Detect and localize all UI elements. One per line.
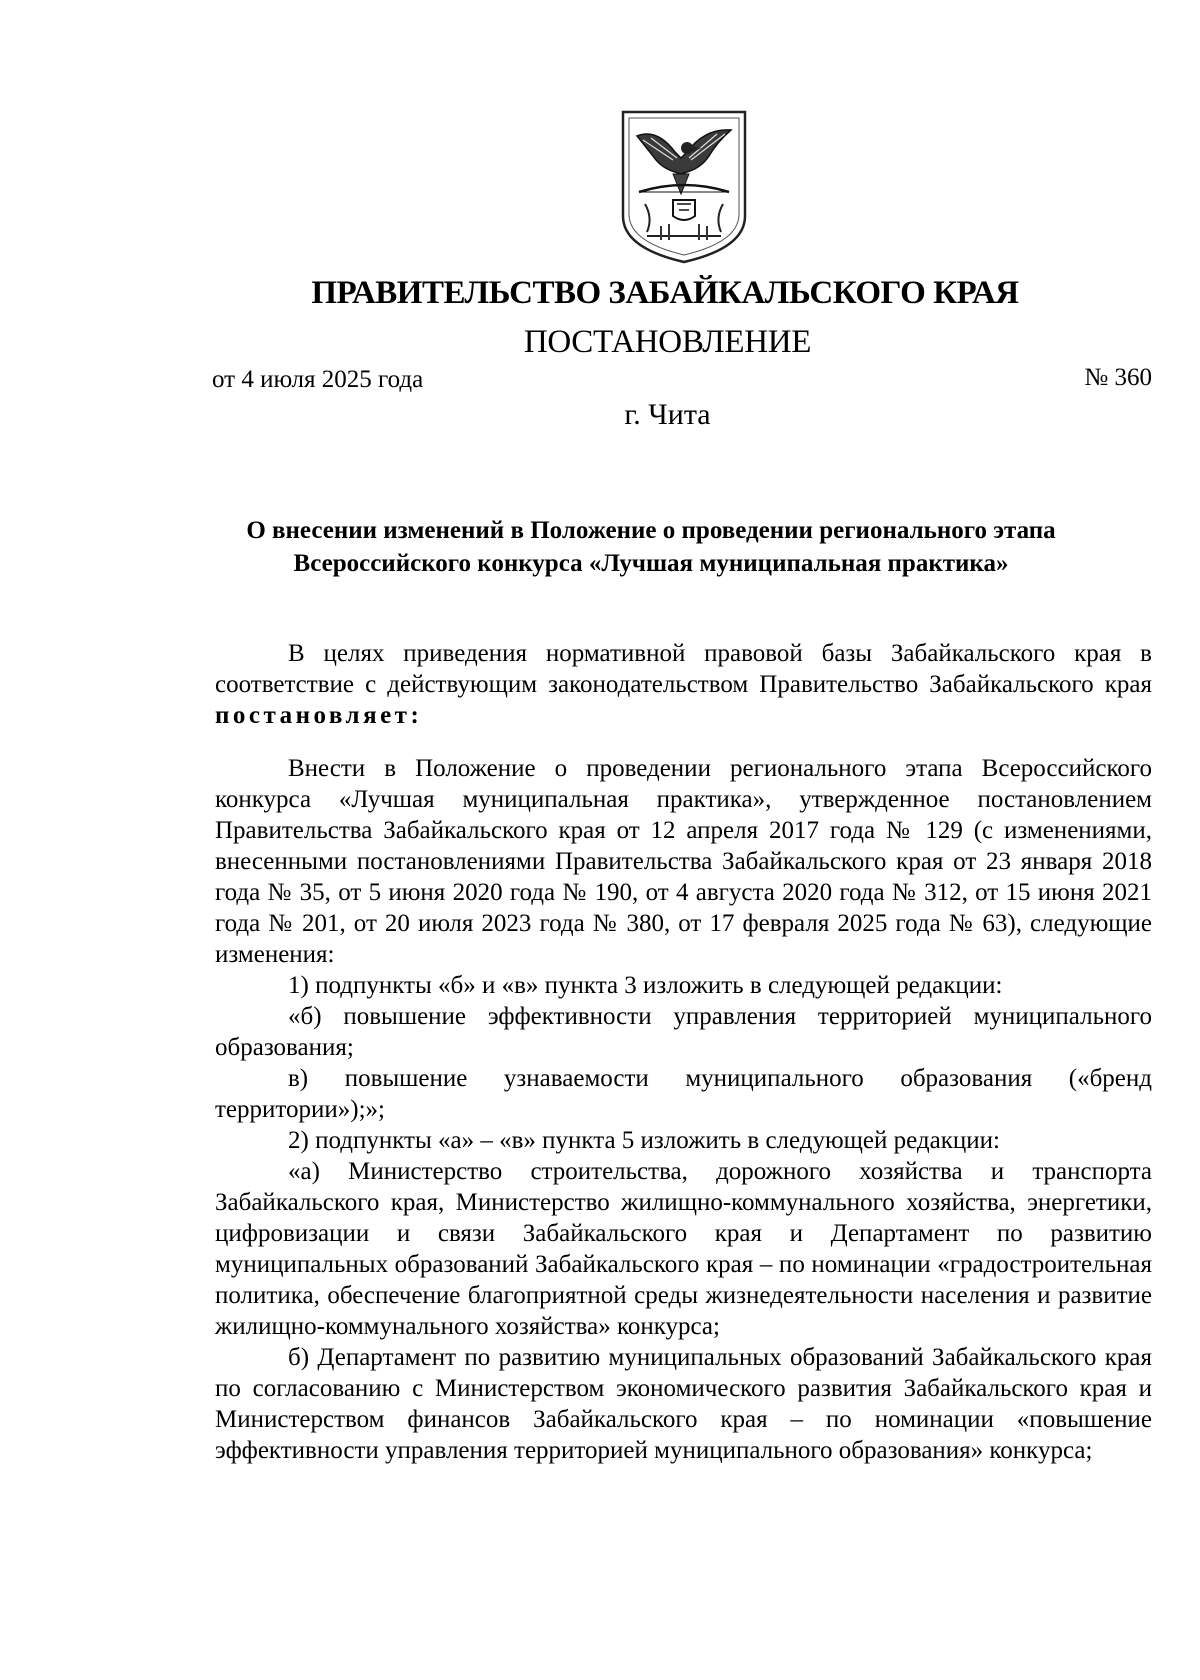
document-type: ПОСТАНОВЛЕНИЕ [523, 324, 812, 360]
subject-line-1: О внесении изменений в Положение о проведении регионального этапа [246, 517, 1056, 544]
item-2-a: «а) Министерство строительства, дорожного хозяйства и транспорта Забайкальского края, Министерство жилищно-коммунального хозяйства, энергетики, цифровизации и связи Забайкальского края и Департамент по развитию муниципальных образований Забайкальского края – по номинации «градостроительная политика, обеспечение благоприятной среды жизнедеятельности населения и развитие жилищно-коммунального хозяйства» конкурса; [215, 1158, 1152, 1340]
preamble-text: В целях приведения нормативной правовой базы Забайкальского края в соответствие с действующим законодательством Правительство Забайкальского края [215, 640, 1152, 698]
document-subject [150, 514, 1152, 580]
document-number: № 360 [1084, 364, 1152, 391]
preamble-verb: постановляет: [215, 702, 423, 729]
main-paragraph: Внести в Положение о проведении регионального этапа Всероссийского конкурса «Лучшая муниципальная практика», утвержденное постановлением Правительства Забайкальского края от 12 апреля 2017 года № 129 (с изменениями, внесенными постановлениями Правительства Забайкальского края от 23 января 2018 года № 35, от 5 июня 2020 года № 190, от 4 августа 2020 года № 312, от 15 июня 2021 года № 201, от 20 июля 2023 года № 380, от 17 февраля 2025 года № 63), следующие изменения: [215, 755, 1152, 968]
item-1: 1) подпункты «б» и «в» пункта 3 изложить в следующей редакции: [288, 972, 1003, 999]
item-1-b: «б) повышение эффективности управления территорией муниципального образования; [215, 1003, 1152, 1061]
item-2-b: б) Департамент по развитию муниципальных образований Забайкальского края по согласованию с Министерством экономического развития Забайкальского края и Министерством финансов Забайкальского края – по номинации «повышение эффективности управления территорией муниципального образования» конкурса; [215, 1344, 1152, 1464]
subject-line-2: Всероссийского конкурса «Лучшая муниципальная практика» [293, 550, 1009, 577]
item-2: 2) подпункты «а» – «в» пункта 5 изложить в следующей редакции: [288, 1127, 1000, 1154]
preamble-paragraph [215, 638, 1152, 731]
document-city: г. Чита [624, 398, 711, 431]
coat-of-arms-icon [617, 108, 751, 266]
item-1-v: в) повышение узнаваемости муниципального образования («бренд территории»);»; [215, 1065, 1152, 1123]
government-title: ПРАВИТЕЛЬСТВО ЗАБАЙКАЛЬСКОГО КРАЯ [311, 275, 1019, 311]
document-date: от 4 июля 2025 года [212, 366, 424, 393]
document-body [215, 638, 1152, 1466]
